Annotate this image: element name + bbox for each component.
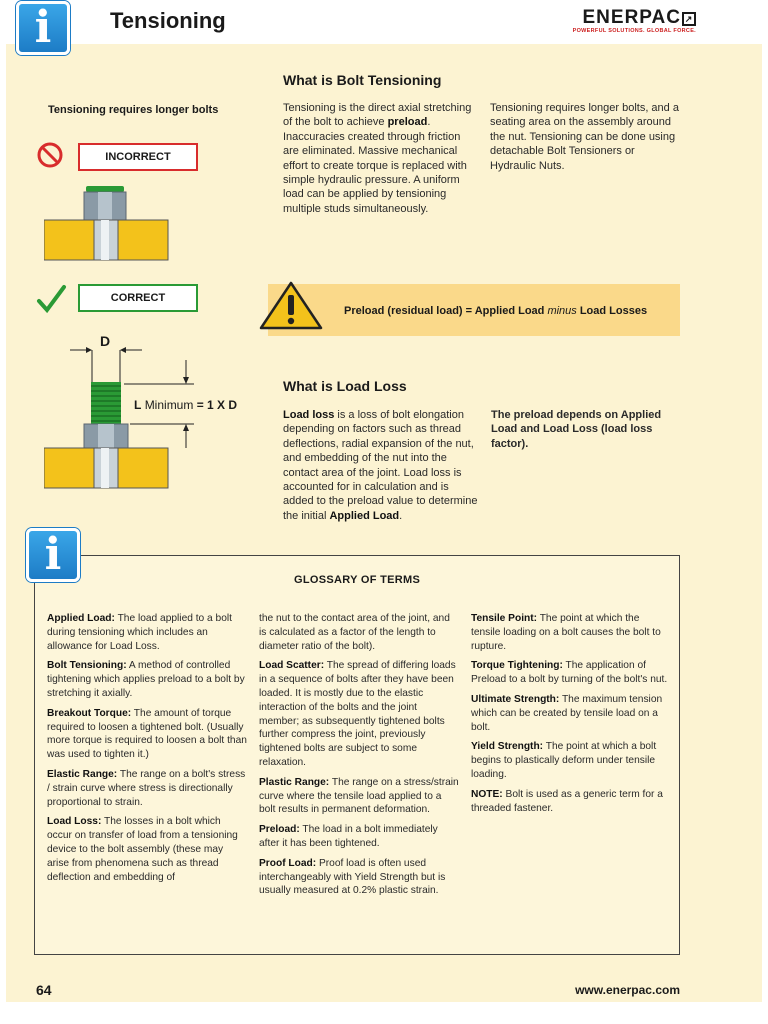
glossary-entry: Load Loss: The losses in a bolt which occur on transfer of load from a tensioning device to the bolt assembly (these may arise from phenomena such as thread deflection and embedding of — [47, 816, 238, 883]
load-loss-applied: Applied Load — [329, 509, 400, 522]
glossary-entry: Torque Tightening: The application of Preload to a bolt by turning of the bolt's nut. — [471, 660, 668, 686]
logo-mark-icon: ↗ — [682, 12, 696, 26]
footer-url-link[interactable]: www.enerpac.com — [575, 983, 680, 997]
glossary-title: GLOSSARY OF TERMS — [294, 574, 421, 586]
load-loss-body: is a loss of bolt elongation depending on factors such as thread deflections, radial expansion of the nut, and embedding of the nut into the contact area of the joint. Load loss is accounted for in calculation and is added to the preload value to determine the initial — [283, 409, 478, 522]
glossary-entry: Bolt Tensioning: A method of controlled tightening which applies preload to a bolt by stretching it axially. — [47, 660, 245, 699]
page-number: 64 — [36, 982, 52, 998]
info-icon: i — [26, 528, 80, 582]
glossary-entry: Proof Load: Proof load is often used interchangeably with Yield Strength but is usually measured at 0.2% plastic strain. — [259, 857, 446, 897]
warning-part1: Preload (residual load) = Applied Load — [344, 305, 548, 317]
page-title: Tensioning — [110, 8, 226, 33]
glossary-column-3 — [471, 612, 671, 821]
glossary-entry: Ultimate Strength: The maximum tension which can be created by tensile load on a bolt. — [471, 693, 663, 733]
logo-tagline: POWERFUL SOLUTIONS. GLOBAL FORCE. — [572, 28, 696, 34]
diagram-title: Tensioning requires longer bolts — [48, 104, 219, 116]
load-loss-term: Load loss — [283, 409, 335, 421]
warning-icon — [258, 280, 324, 332]
correct-label: CORRECT — [78, 284, 198, 312]
warning-formula — [344, 305, 647, 317]
length-symbol: L — [134, 398, 142, 412]
load-loss-note: The preload depends on Applied Load and Load Loss (load loss factor). — [491, 409, 662, 450]
length-formula: = 1 X D — [196, 398, 238, 412]
glossary-entry: NOTE: Bolt is used as a generic term for a threaded fastener. — [471, 788, 663, 814]
glossary-entry: Plastic Range: The range on a stress/strain curve where the tensile load applied to a bolt results in permanent deformation. — [259, 776, 459, 816]
glossary-entry: Breakout Torque: The amount of torque required to loosen a tightened bolt. (Usually more torque is required to loosen a bolt than was used to tighten it.) — [47, 707, 247, 761]
glossary-entry: Load Scatter: The spread of differing loads in a sequence of bolts after they have been loaded. It is mostly due to the elastic interaction of the bolts and the joint member; as subsequently tightened bolts further compress the joint, previously tightened bolts are subject to some relaxation. — [259, 660, 456, 768]
prohibited-icon — [36, 140, 66, 170]
enerpac-logo — [556, 8, 696, 34]
length-minimum-word: Minimum — [144, 398, 194, 412]
diameter-label: D — [100, 333, 111, 349]
warning-part3: Load Losses — [576, 305, 648, 317]
tensioning-heading: What is Bolt Tensioning — [283, 72, 442, 88]
load-loss-end: . — [399, 509, 403, 522]
glossary-continuation: the nut to the contact area of the joint, and is calculated as a factor of the length to diameter ratio of the bolt). — [259, 613, 450, 652]
tensioning-text-col2: Tensioning requires longer bolts, and a seating area on the assembly around the nut. Tensioning can be done using detachable Bolt Tensioners or Hydraulic Nuts. — [490, 102, 679, 172]
incorrect-label: INCORRECT — [78, 143, 198, 171]
length-label — [134, 398, 237, 412]
warning-minus: minus — [547, 305, 577, 317]
glossary-entry: Elastic Range: The range on a bolt's stress / strain curve where stress is directionally proportional to strain. — [47, 768, 246, 808]
glossary-entry: Preload: The load in a bolt immediately after it has been tightened. — [259, 824, 438, 849]
tensioning-text-b: . Inaccuracies created through friction are eliminated. Massive mechanical effort to create torque is replaced with simple hydraulic pressure. A uniform load can be applied by tensioning multiple studs simultaneously. — [283, 116, 467, 215]
info-icon: i — [16, 1, 70, 55]
short-bolt-diagram — [44, 186, 170, 262]
glossary-column-1 — [47, 612, 247, 890]
load-loss-text — [283, 408, 479, 523]
checkmark-icon — [36, 284, 68, 314]
glossary-entry: Yield Strength: The point at which a bolt begins to plastically deform under tensile loading. — [471, 741, 657, 780]
glossary-column-2 — [259, 612, 459, 904]
load-loss-heading: What is Load Loss — [283, 378, 407, 394]
glossary-entry: Applied Load: The load applied to a bolt during tensioning which includes an allowance for Load Loss. — [47, 613, 232, 652]
glossary-entry: Tensile Point: The point at which the tensile loading on a bolt causes the bolt to rupture. — [471, 613, 661, 652]
tensioning-text-a: Tensioning is the direct axial stretching of the bolt to achieve — [283, 102, 472, 129]
tensioning-text-col1 — [283, 101, 479, 216]
logo-wordmark: ENERPAC — [582, 7, 681, 28]
tensioning-text-bold: preload — [387, 116, 428, 129]
